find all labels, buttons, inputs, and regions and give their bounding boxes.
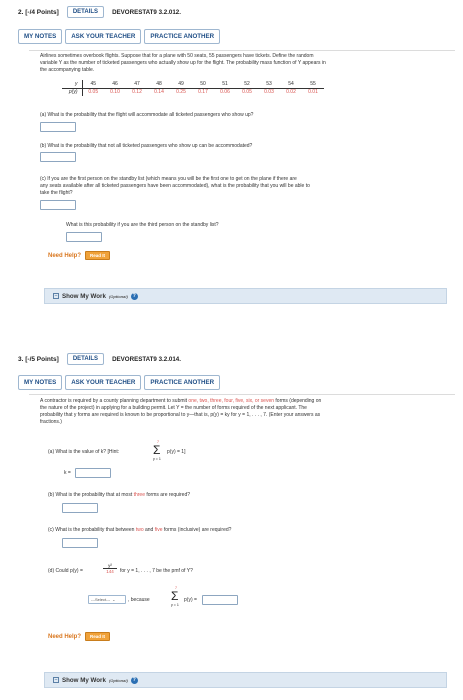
pmf-y-label: y [62,80,82,88]
sum-top-d: 7 [175,586,177,590]
select-label: ---Select--- [91,597,111,602]
q2-details-button[interactable]: DETAILS [67,6,104,18]
q2-need-help [48,251,110,260]
pmf-p-cell: 0.10 [110,89,120,96]
q2-number: 2. [-/4 Points] [18,8,59,16]
pmf-p-cell: 0.06 [220,89,230,96]
q3-ask-teacher-button[interactable]: ASK YOUR TEACHER [65,375,141,390]
chevron-down-icon: ⌄ [112,597,116,602]
q2-answer-b-input[interactable] [40,152,76,162]
q3-part-c: (c) What is the probability that between two and five forms (inclusive) are required? [48,527,232,533]
q2-part-a: (a) What is the probability that the flight will accommodate all ticketed passengers who show up? [40,112,254,118]
py-equals: p(y) = [184,597,197,603]
fraction-denominator: 144 [106,569,114,574]
fraction-numerator: y² [103,563,117,569]
q3-number: 3. [-/5 Points] [18,355,59,363]
pmf-y-cell: 50 [192,80,214,88]
q2-code: DEVORESTAT9 3.2.012. [112,8,181,16]
pmf-y-cell: 45 [82,80,104,88]
optional-label: (Optional) [108,677,128,683]
q2-answer-c-input[interactable] [40,200,76,210]
q2-part-b: (b) What is the probability that not all ticketed passengers who show up can be accommodated? [40,143,253,149]
k-label: k = [64,470,71,476]
help-icon[interactable]: ? [132,677,136,683]
show-my-work-label: Show My Work [62,676,106,684]
q2-part-c-line3: take the flight? [40,190,73,196]
pmf-y-cell: 54 [280,80,302,88]
q3-intro-line1: A contractor is required by a county planning department to submit one, two, three, four, five, six, or seven forms (depending on [40,398,322,404]
because-label: , because [128,597,150,603]
q3-my-notes-button[interactable]: MY NOTES [18,375,62,390]
pmf-p-cell: 0.25 [176,89,186,96]
pmf-y-cell: 49 [170,80,192,88]
q2-header [18,6,181,18]
pmf-p-label: p(y) [62,88,82,96]
q2-part-c-line2: any seats available after all ticketed passengers have been accommodated), what is the probability that you will be able to [40,183,310,189]
pmf-p-cell: 0.01 [308,89,318,96]
pmf-p-cell: 0.05 [242,89,252,96]
pmf-p-cell: 0.17 [198,89,208,96]
pmf-p-cell: 0.03 [264,89,274,96]
q2-part-c-line1: (c) If you are the first person on the standby list (which means you will be the first one to get on the plane if there are [40,176,297,182]
q3-part-d-label: (d) Could p(y) = [48,568,83,574]
q2-read-it-button[interactable]: Read It [85,251,110,260]
pmf-y-cell: 48 [148,80,170,88]
pmf-y-cell: 52 [236,80,258,88]
collapse-icon: – [54,677,58,683]
sum-top-a: 7 [157,440,159,444]
q2-answer-a-input[interactable] [40,122,76,132]
q3-tabs [18,375,220,390]
sigma-symbol-a: Σ [153,443,161,457]
show-my-work-label: Show My Work [62,292,106,300]
collapse-icon: – [54,293,58,299]
q3-part-b: (b) What is the probability that at most three forms are required? [48,492,191,498]
sum-bottom-a: y = 1 [153,457,161,461]
q3-intro-line4: fractions.) [40,419,62,425]
pmf-y-cell: 47 [126,80,148,88]
need-help-label: Need Help? [48,252,82,259]
need-help-label: Need Help? [48,633,82,640]
q2-tabs [18,29,220,44]
q3-part-a: (a) What is the value of k? [Hint: [48,449,120,455]
q3-sum-input[interactable] [202,595,238,605]
q3-select-dropdown[interactable] [88,595,126,604]
q3-show-my-work-bar[interactable] [44,672,447,688]
q3-details-button[interactable]: DETAILS [67,353,104,365]
q2-show-my-work-bar[interactable] [44,288,447,304]
pmf-p-cell: 0.12 [132,89,142,96]
sum-bottom-d: y = 1 [171,603,179,607]
q3-k-input[interactable] [75,468,111,478]
pmf-table [62,80,324,96]
q2-practice-another-button[interactable]: PRACTICE ANOTHER [144,29,220,44]
q2-answer-c2-input[interactable] [66,232,102,242]
pmf-y-cell: 55 [302,80,324,88]
q2-intro-line3: the accompanying table. [40,67,95,73]
pmf-p-cell: 0.05 [88,89,99,96]
optional-label: (Optional) [108,293,128,299]
q3-intro-line2: the nature of the project) in applying for a building permit. Let Y = the number of forms required of the next applicant. The [40,405,307,411]
q2-ask-teacher-button[interactable]: ASK YOUR TEACHER [65,29,141,44]
q2-intro-line1: Airlines sometimes overbook flights. Suppose that for a plane with 50 seats, 55 passengers have tickets. Define the random [40,53,314,59]
pmf-y-cell: 46 [104,80,126,88]
q3-part-d-text: for y = 1, . . . , 7 be the pmf of Y? [120,568,193,574]
q3-need-help [48,632,110,641]
q2-my-notes-button[interactable]: MY NOTES [18,29,62,44]
q3-read-it-button[interactable]: Read It [85,632,110,641]
pmf-y-cell: 53 [258,80,280,88]
help-icon[interactable]: ? [132,293,136,299]
fraction [103,563,117,574]
q3-answer-c-input[interactable] [62,538,98,548]
q3-intro-line3: probability that y forms are required is known to be proportional to y—that is, p(y) = ky for y = 1, . . . , 7. (Enter your answers as [40,412,321,418]
q3-code: DEVORESTAT9 3.2.014. [112,355,181,363]
q2-part-c2: What is this probability if you are the third person on the standby list? [66,222,219,228]
sigma-symbol-d: Σ [171,589,179,603]
q3-answer-b-input[interactable] [62,503,98,513]
pmf-p-cell: 0.02 [286,89,296,96]
q2-intro-line2: variable Y as the number of ticketed passengers who actually show up for the flight. The probability mass function of Y appears in [40,60,326,66]
q3-practice-another-button[interactable]: PRACTICE ANOTHER [144,375,220,390]
q3-header [18,353,181,365]
pmf-y-cell: 51 [214,80,236,88]
pmf-p-cell: 0.14 [154,89,164,96]
q3-part-a-hint-end: p(y) = 1] [167,449,186,455]
